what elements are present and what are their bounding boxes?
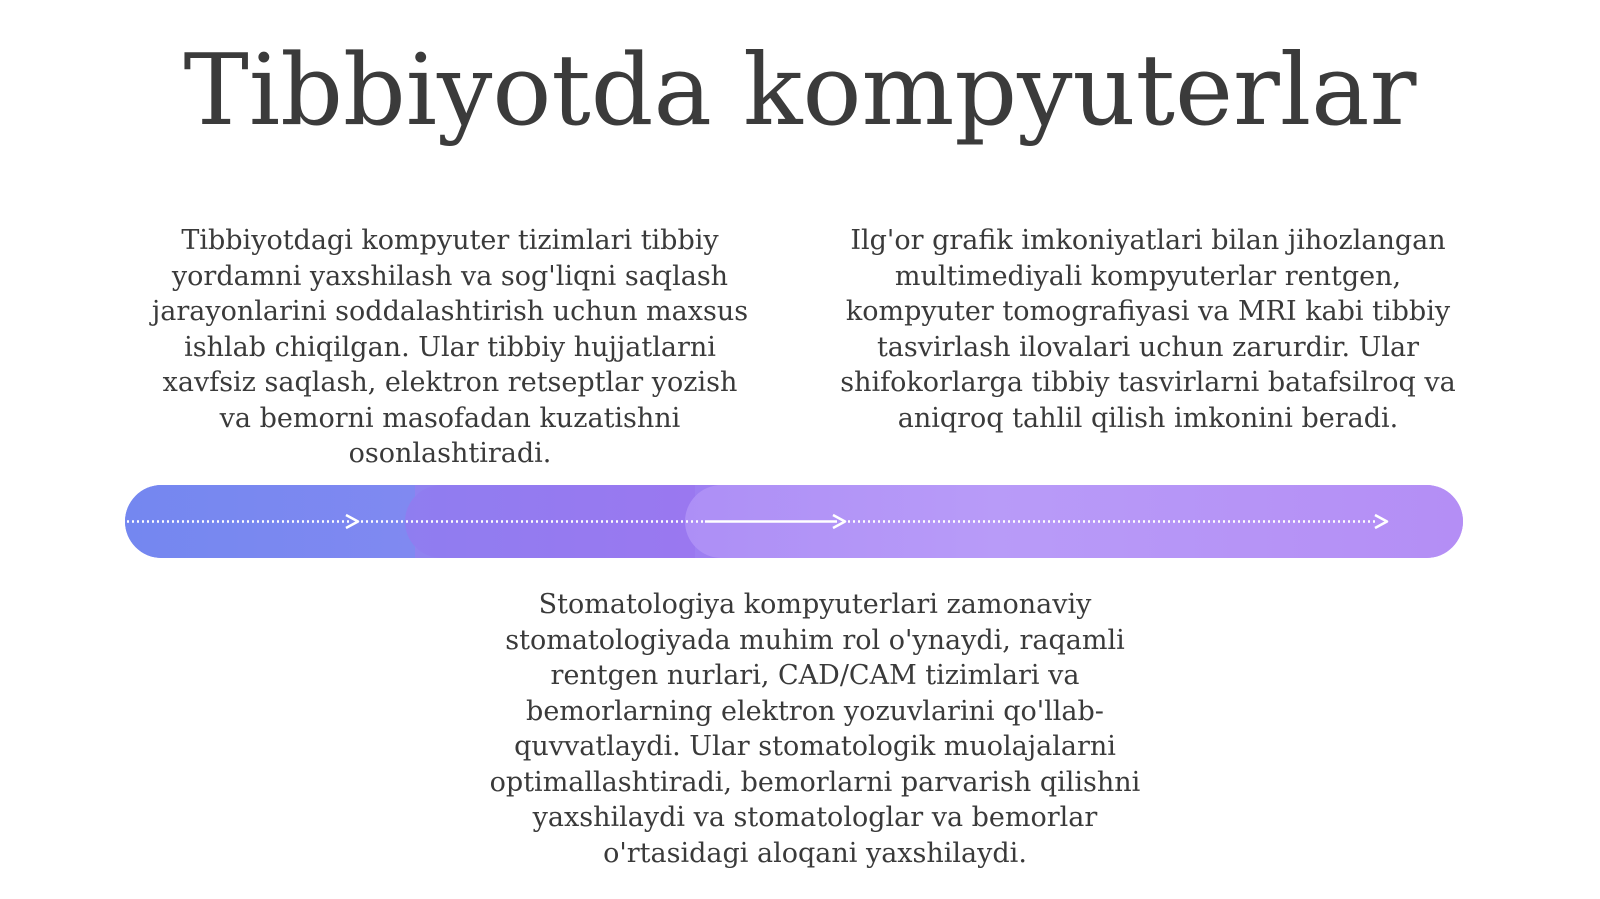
paragraph-medical-systems: Tibbiyotdagi kompyuter tizimlari tibbiy yordamni yaxshilash va sog'liqni saqlash jarayonlarini soddalashtirish uchun maxsus ishlab chiqilgan. Ular tibbiy hujjatlarni xavfsiz saqlash, elektron retseptlar yozish va bemorni masofadan kuzatishni osonlashtiradi. (151, 225, 749, 469)
paragraph-dental-computers: Stomatologiya kompyuterlari zamonaviy stomatologiyada muhim rol o'ynaydi, raqamli rentgen nurlari, CAD/CAM tizimlari va bemorlarning elektron yozuvlarini qo'llab-quvvatlaydi. Ular stomatologik muolajalarni optimallashtiradi, bemorlarni parvarish qilishni yaxshilaydi va stomatologlar va bemorlar o'rtasidagi aloqani yaxshilaydi. (489, 589, 1141, 869)
timeline-bar (125, 485, 1463, 558)
slide-title: Tibbiyotda kompyuterlar (183, 34, 1417, 148)
arrow-right-icon (1375, 515, 1387, 528)
timeline-track (125, 485, 1463, 558)
paragraph-multimedia-imaging: Ilg'or grafik imkoniyatlari bilan jihozlangan multimediyali kompyuterlar rentgen, kompyuter tomografiyasi va MRI kabi tibbiy tasvirlash ilovalari uchun zarurdir. Ular shifokorlarga tibbiy tasvirlarni batafsilroq va aniqroq tahlil qilish imkonini beradi. (840, 225, 1456, 434)
